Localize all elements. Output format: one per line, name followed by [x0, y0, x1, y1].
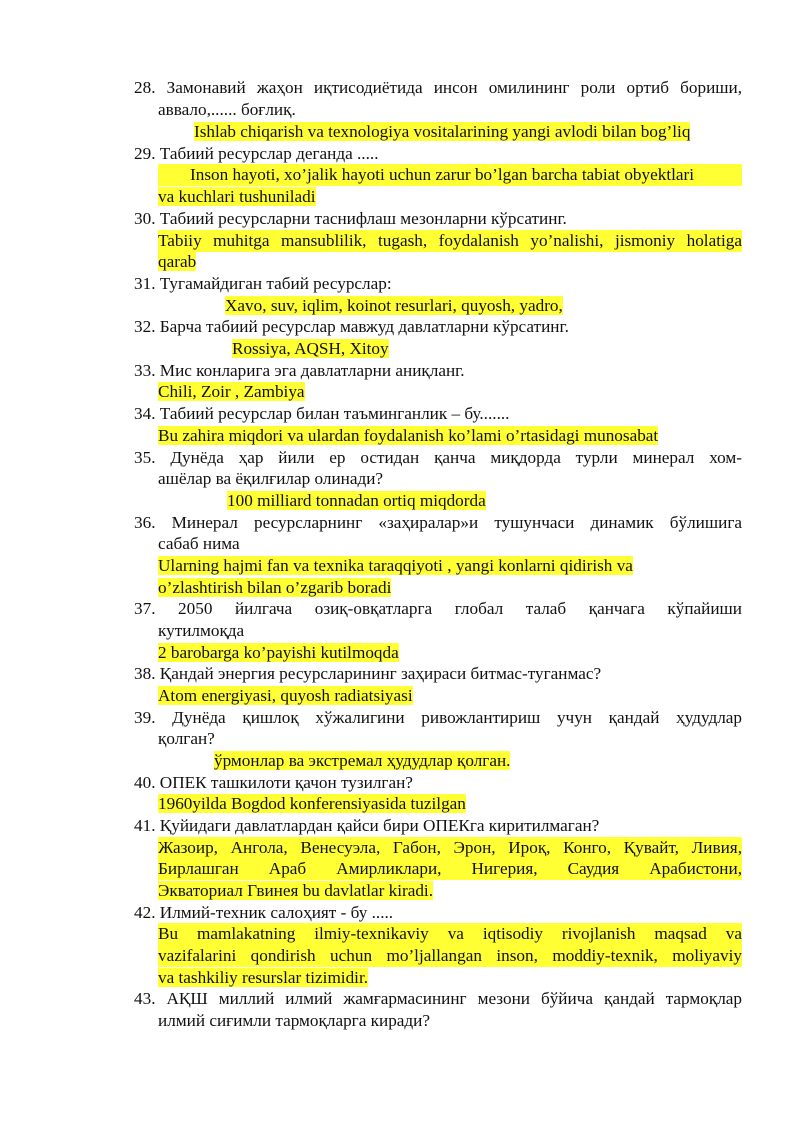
answer-39: ўрмонлар ва экстремал ҳудудлар қолган.	[214, 751, 511, 770]
answer-42-line2: vazifalarini qondirish uchun mo’ljallangan inson, moddiy-texnik, moliyaviy	[158, 946, 742, 965]
answer-34: Bu zahira miqdori va ulardan foydalanish ko’lami o’rtasidagi munosabat	[158, 426, 659, 445]
question-40: 40. ОПЕК ташкилоти қачон тузилган?	[134, 773, 413, 792]
answer-40: 1960yilda Bogdod konferensiyasida tuzilgan	[158, 794, 466, 813]
question-38: 38. Қандай энергия ресурсларининг заҳираси битмас-туганмас?	[134, 664, 602, 683]
question-28-cont: аввало,...... боғлиқ.	[158, 100, 296, 119]
answer-29-line1: Inson hayoti, xo’jalik hayoti uchun zarur bo’lgan barcha tabiat obyektlari	[158, 164, 742, 186]
answer-31: Xavo, suv, iqlim, koinot resurlari, quyosh, yadro,	[225, 296, 563, 315]
question-35: 35. Дунёда ҳар йили ер остидан қанча миқдорда турли минерал хом-	[134, 448, 742, 467]
question-39: 39. Дунёда қишлоқ хўжалигини ривожлантириш учун қандай ҳудудлар	[134, 708, 742, 727]
question-28: 28. Замонавий жаҳон иқтисодиётида инсон омилининг роли ортиб бориши,	[134, 78, 742, 97]
answer-41-line3: Экваториал Гвинея bu davlatlar kiradi.	[158, 881, 434, 900]
answer-30-line2: qarab	[158, 252, 197, 271]
question-34: 34. Табиий ресурслар билан таъминганлик – бу.......	[134, 404, 510, 423]
question-43: 43. АҚШ миллий илмий жамғармасининг мезони бўйича қандай тармоқлар	[134, 989, 742, 1008]
question-39-cont: қолган?	[158, 729, 215, 748]
answer-32: Rossiya, AQSH, Xitoy	[232, 339, 389, 358]
answer-41-line2: Бирлашган Араб Амирликлари, Нигерия, Саудия Арабистони,	[158, 859, 742, 878]
question-37-cont: кутилмоқда	[158, 621, 245, 640]
answer-41-line1: Жазоир, Ангола, Венесуэла, Габон, Эрон, Ироқ, Конго, Қувайт, Ливия,	[158, 838, 742, 857]
answer-42-line1: Bu mamlakatning ilmiy-texnikaviy va iqtisodiy rivojlanish maqsad va	[158, 924, 742, 943]
question-30: 30. Табиий ресурсларни таснифлаш мезонларни кўрсатинг.	[134, 209, 567, 228]
answer-36-line1: Ularning hajmi fan va texnika taraqqiyoti , yangi konlarni qidirish va	[158, 556, 633, 575]
answer-33: Chili, Zoir , Zambiya	[158, 382, 305, 401]
question-33: 33. Мис конларига эга давлатларни аниқланг.	[134, 361, 465, 380]
question-36: 36. Минерал ресурсларнинг «заҳиралар»и тушунчаси динамик бўлишига	[134, 513, 742, 532]
answer-35: 100 milliard tonnadan ortiq miqdorda	[227, 491, 486, 510]
answer-38: Atom energiyasi, quyosh radiatsiyasi	[158, 686, 413, 705]
question-35-cont: ашёлар ва ёқилғилар олинади?	[158, 469, 384, 488]
question-37: 37. 2050 йилгача озиқ-овқатларга глобал талаб қанчага кўпайиши	[134, 599, 742, 618]
answer-36-line2: o’zlashtirish bilan o’zgarib boradi	[158, 578, 392, 597]
question-32: 32. Барча табиий ресурслар мавжуд давлатларни кўрсатинг.	[134, 317, 569, 336]
answer-28: Ishlab chiqarish va texnologiya vositalarining yangi avlodi bilan bog’liq	[194, 122, 691, 141]
question-36-cont: сабаб нима	[158, 534, 240, 553]
question-42: 42. Илмий-техник салоҳият - бу .....	[134, 903, 394, 922]
answer-37: 2 barobarga ko’payishi kutilmoqda	[158, 643, 399, 662]
question-43-cont: илмий сиғимли тармоқларга киради?	[158, 1011, 430, 1030]
answer-29-line2: va kuchlari tushuniladi	[158, 187, 316, 206]
answer-42-line3: va tashkiliy resurslar tizimidir.	[158, 968, 369, 987]
question-29: 29. Табиий ресурслар деганда .....	[134, 144, 379, 163]
question-41: 41. Қуйидаги давлатлардан қайси бири ОПЕКга киритилмаган?	[134, 816, 600, 835]
question-31: 31. Тугамайдиган табий ресурслар:	[134, 274, 392, 293]
answer-30-line1: Tabiiy muhitga mansublilik, tugash, foydalanish yo’nalishi, jismoniy holatiga	[158, 231, 742, 250]
